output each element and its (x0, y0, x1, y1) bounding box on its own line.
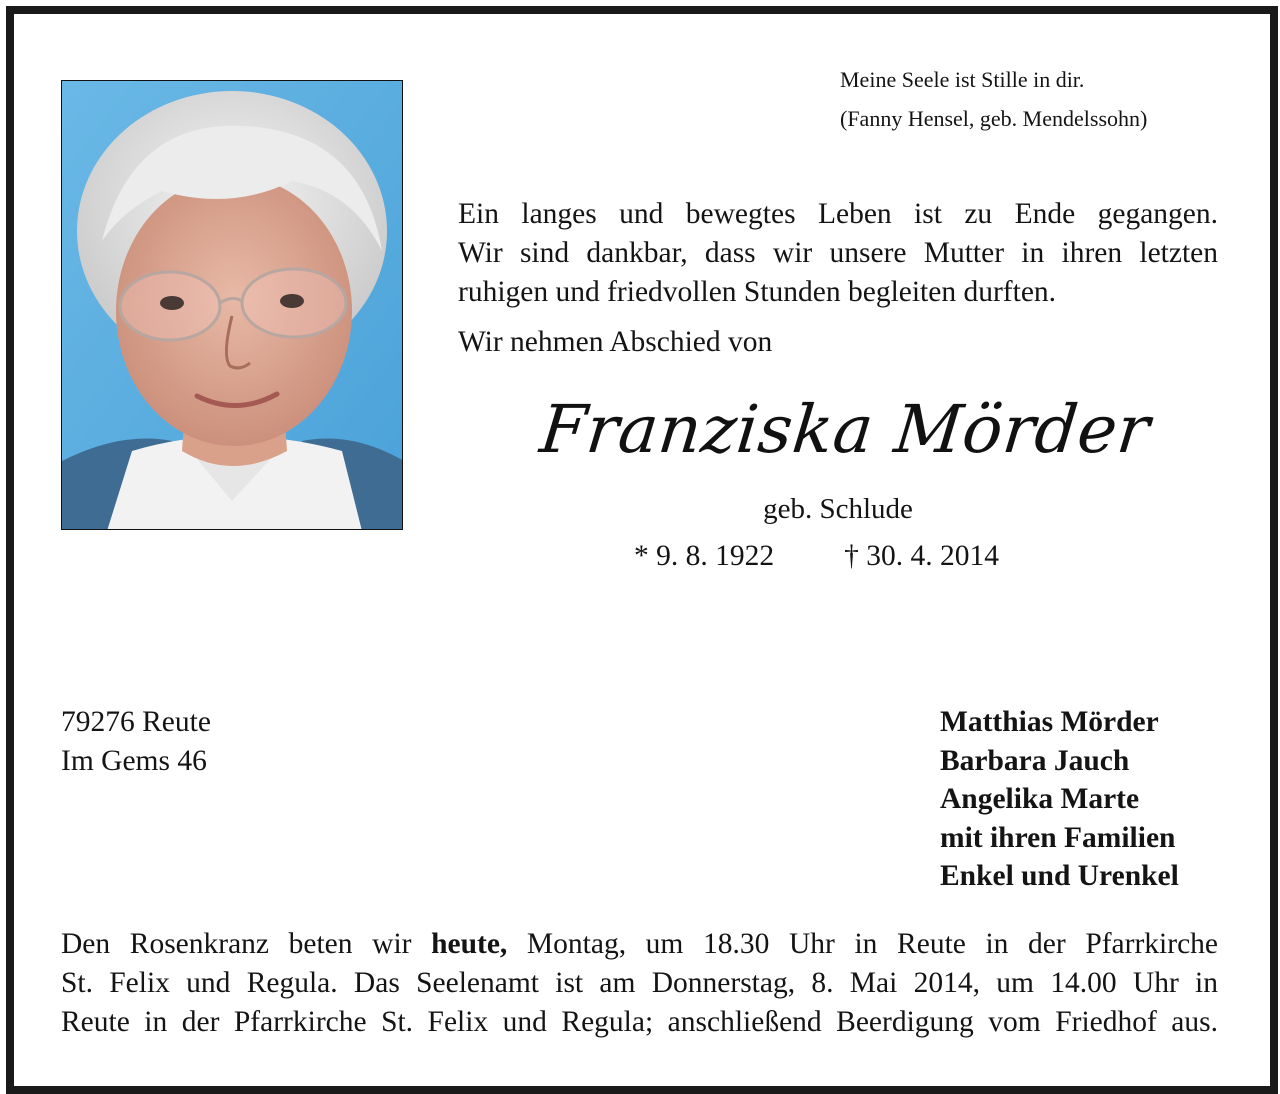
mourners-list (940, 703, 1179, 896)
intro-paragraph (458, 195, 1218, 312)
motto-quote (840, 60, 1240, 138)
mourner-name: mit ihren Familien (940, 821, 1176, 854)
intro-line: Wir sind dankbar, dass wir unsere Mutter in ihren letzten (458, 237, 1218, 269)
notice-line: St. Felix und Regula. Das Seelenamt ist am Donnerstag, 8. Mai 2014, um 14.00 Uhr in (61, 967, 1218, 999)
address-block (61, 703, 211, 781)
death-date: † 30. 4. 2014 (844, 540, 999, 572)
notice-line (61, 925, 1218, 964)
mourner-name: Matthias Mörder (940, 706, 1159, 738)
portrait-image (62, 81, 403, 530)
deceased-name: Franziska Mörder (536, 391, 1154, 468)
intro-line: ruhigen und friedvollen Stunden begleiten durften. (458, 276, 1057, 308)
birth-date: * 9. 8. 1922 (634, 540, 775, 572)
address-street: Im Gems 46 (61, 745, 207, 777)
address-city: 79276 Reute (61, 706, 211, 738)
portrait-photo (61, 80, 403, 530)
intro-line: Ein langes und bewegtes Leben ist zu Ende gegangen. (458, 198, 1218, 230)
motto-line: Meine Seele ist Stille in dir. (840, 67, 1085, 92)
notice-emphasis: heute, (431, 928, 508, 960)
notice-text: Den Rosenkranz beten wir (61, 928, 412, 960)
notice-text: Montag, um 18.30 Uhr in Reute in der Pfarrkirche (526, 928, 1219, 960)
mourner-name: Barbara Jauch (940, 744, 1130, 777)
motto-attribution: (Fanny Hensel, geb. Mendelssohn) (840, 106, 1148, 131)
service-notice (61, 925, 1218, 1042)
notice-line: Reute in der Pfarrkirche St. Felix und Regula; anschließend Beerdigung vom Friedhof aus. (61, 1006, 1218, 1038)
maiden-name: geb. Schlude (763, 493, 913, 525)
mourner-name: Enkel und Urenkel (940, 860, 1179, 892)
farewell-text: Wir nehmen Abschied von (458, 326, 773, 358)
mourner-name: Angelika Marte (940, 783, 1140, 815)
life-dates (634, 537, 999, 576)
